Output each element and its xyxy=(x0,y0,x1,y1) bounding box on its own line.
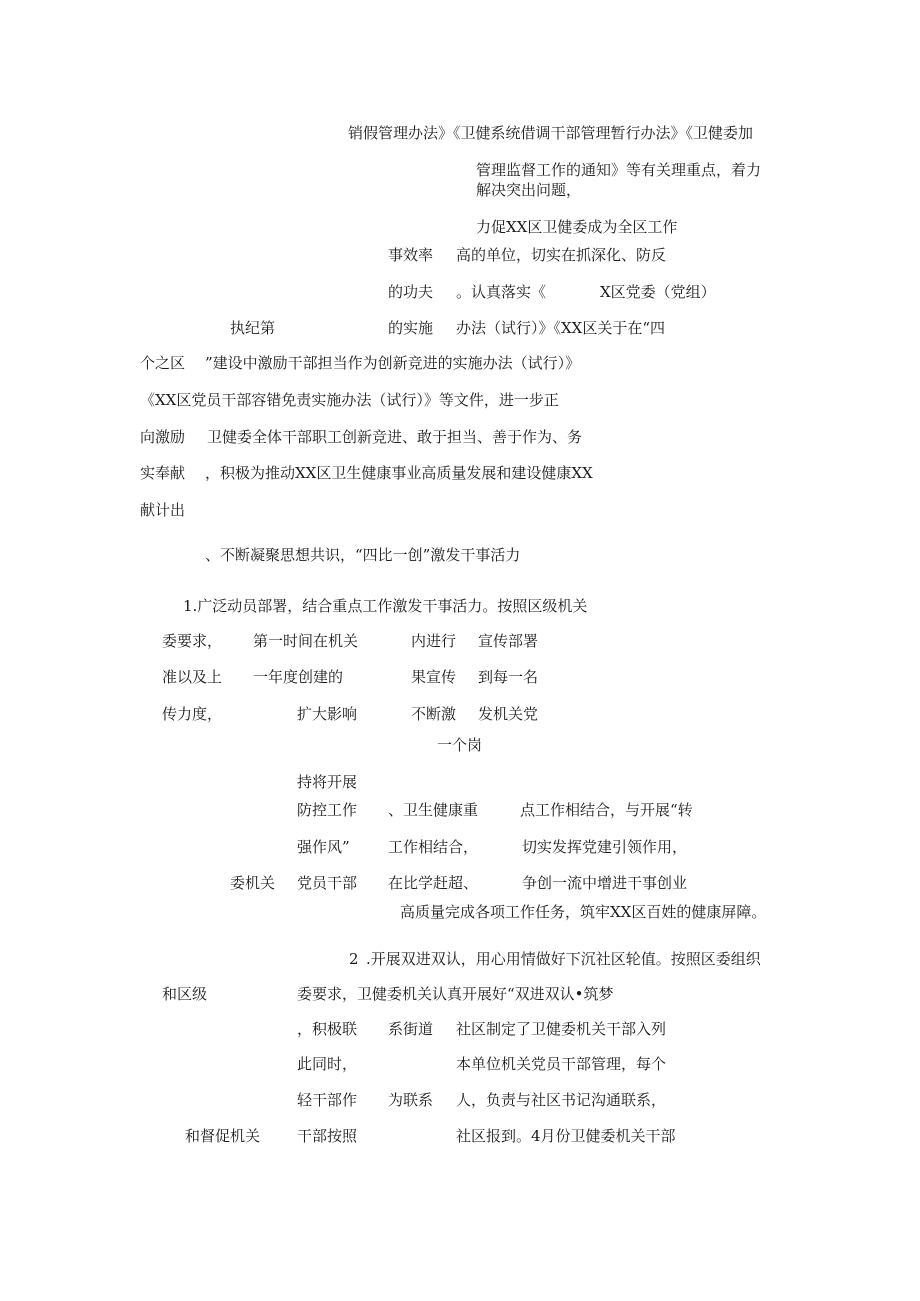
list-number: 2 xyxy=(349,950,359,968)
text-fragment: 一年度创建的 xyxy=(253,668,344,686)
text-fragment: 办法（试行）》《XX区关于在“四 xyxy=(456,319,666,337)
text-fragment: 持将开展 xyxy=(297,773,358,791)
text-fragment: 高的单位，切实在抓深化、防反 xyxy=(456,246,667,264)
text-fragment: 在比学赶超、 xyxy=(388,874,479,892)
text-fragment: 委要求， xyxy=(162,632,223,650)
text-fragment: 人，负责与社区书记沟通联系， xyxy=(456,1091,667,1109)
text-fragment: ，积极为推动XX区卫生健康事业高质量发展和建设健康XX xyxy=(205,464,593,482)
text-fragment: 争创一流中增进干事创业 xyxy=(522,874,688,892)
text-line: 销假管理办法》《卫健系统借调干部管理暂行办法》《卫健委加 xyxy=(348,124,754,142)
text-fragment: 准以及上 xyxy=(162,668,223,686)
text-fragment: 委要求，卫健委机关认真开展好“双进双认•筑梦 xyxy=(297,985,614,1003)
text-fragment: 传力度， xyxy=(162,705,223,723)
text-fragment: 。认真落实《 xyxy=(456,283,547,301)
text-fragment: 工作相结合， xyxy=(388,838,479,856)
text-fragment: 事效率 xyxy=(388,246,434,264)
text-fragment: 社区制定了卫健委机关干部入列 xyxy=(456,1020,667,1038)
text-line: 管理监督工作的通知》等有关理重点，着力 xyxy=(476,161,762,179)
text-line: 力促XX区卫健委成为全区工作 xyxy=(476,218,678,236)
text-fragment: X区党委（党组） xyxy=(600,283,716,301)
text-fragment: 点工作相结合，与开展“转 xyxy=(520,801,693,819)
text-fragment: ，积极联 xyxy=(297,1020,358,1038)
text-fragment: 执纪第 xyxy=(230,319,276,337)
text-fragment: 切实发挥党建引领作用， xyxy=(522,838,688,856)
text-fragment: 实奉献 xyxy=(140,464,186,482)
text-fragment: 此同时， xyxy=(297,1055,358,1073)
text-fragment: 轻干部作 xyxy=(297,1091,358,1109)
text-line: 献计出 xyxy=(140,501,186,519)
paragraph-line: .开展双进双认，用心用情做好下沉社区轮值。按照区委组织 xyxy=(366,950,761,968)
text-fragment: 防控工作 xyxy=(297,801,358,819)
text-fragment: 向激励 xyxy=(140,428,186,446)
text-fragment: 、卫生健康重 xyxy=(388,801,479,819)
text-fragment: 一个岗 xyxy=(437,736,483,754)
text-line: 解决突出问题， xyxy=(476,181,582,199)
text-fragment: 到每一名 xyxy=(478,668,539,686)
text-fragment: 和区级 xyxy=(162,985,208,1003)
text-fragment: 个之区 xyxy=(140,354,186,372)
text-fragment: 干部按照 xyxy=(297,1127,358,1145)
text-fragment: 和督促机关 xyxy=(185,1127,261,1145)
text-fragment: 内进行 xyxy=(411,632,457,650)
text-fragment: 果宣传 xyxy=(411,668,457,686)
text-line: 高质量完成各项工作任务，筑牢XX区百姓的健康屏障。 xyxy=(400,903,767,921)
text-fragment: 委机关 xyxy=(230,874,276,892)
section-heading: 、不断凝聚思想共识，“四比一创”激发干事活力 xyxy=(205,546,521,564)
text-fragment: 的功夫 xyxy=(388,283,434,301)
text-fragment: 第一时间在机关 xyxy=(253,632,359,650)
text-fragment: 不断激 xyxy=(411,705,457,723)
text-fragment: 党员干部 xyxy=(297,874,358,892)
text-fragment: 宣传部署 xyxy=(478,632,539,650)
paragraph-line: 1.广泛动员部署，结合重点工作激发干事活力。按照区级机关 xyxy=(183,597,588,615)
text-fragment: ”建设中激励干部担当作为创新竞进的实施办法（试行）》 xyxy=(205,354,581,372)
text-fragment: 发机关党 xyxy=(478,705,539,723)
text-fragment: 系街道 xyxy=(388,1020,434,1038)
text-fragment: 本单位机关党员干部管理，每个 xyxy=(456,1055,667,1073)
text-fragment: 社区报到。4月份卫健委机关干部 xyxy=(456,1127,676,1145)
text-line: 《XX区党员干部容错免责实施办法（试行）》等文件，进一步正 xyxy=(140,391,559,409)
text-fragment: 卫健委全体干部职工创新竞进、敢于担当、善于作为、务 xyxy=(207,428,583,446)
text-fragment: 的实施 xyxy=(388,319,434,337)
text-fragment: 强作风” xyxy=(297,838,350,856)
text-fragment: 为联系 xyxy=(388,1091,434,1109)
text-fragment: 扩大影响 xyxy=(297,705,358,723)
